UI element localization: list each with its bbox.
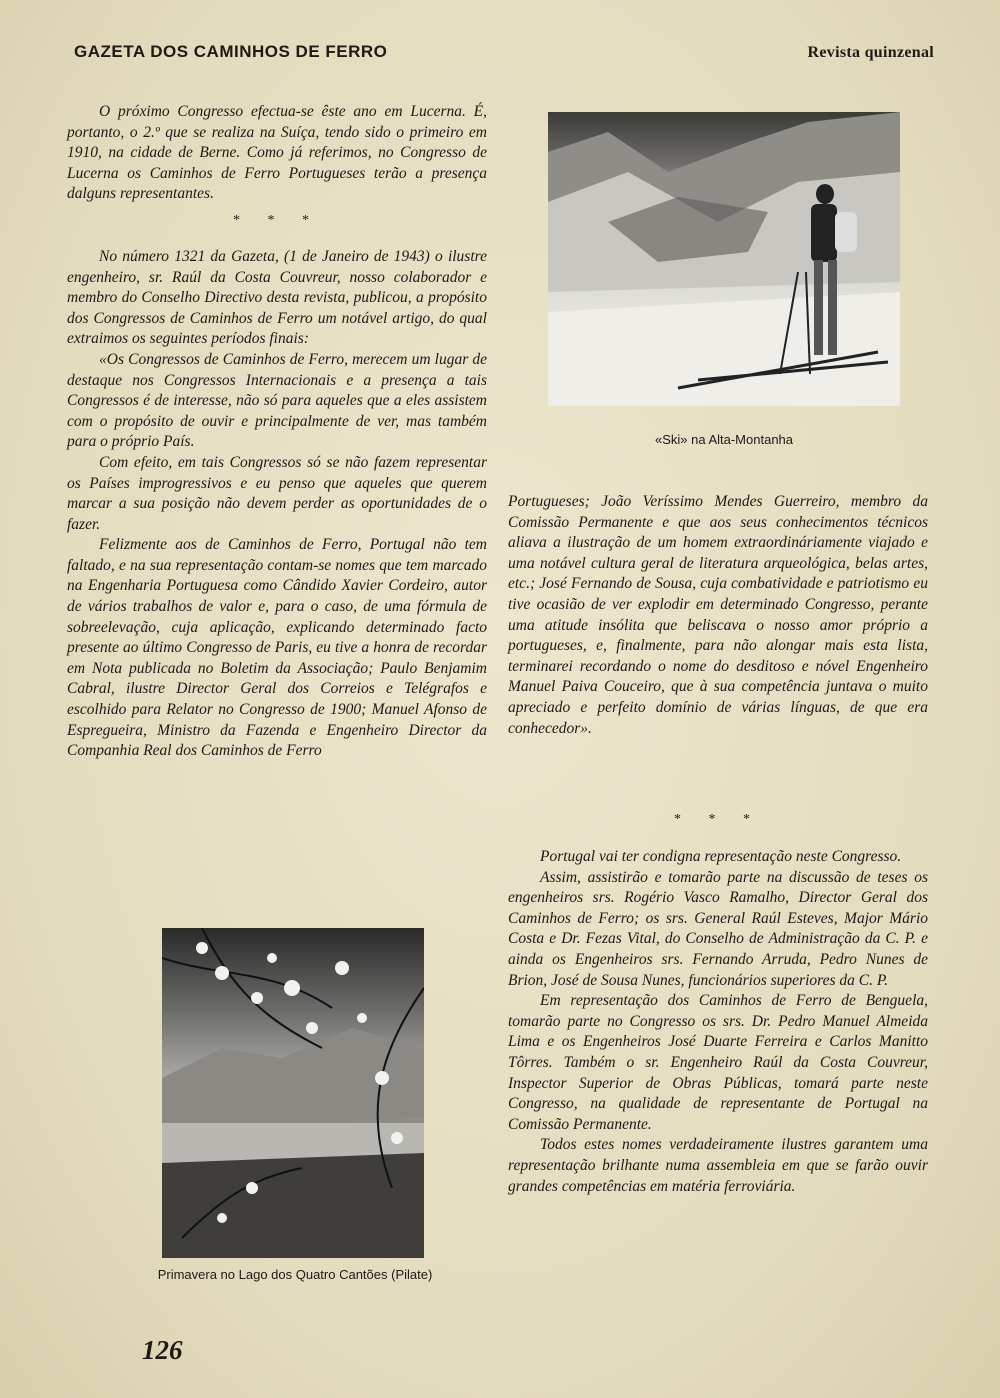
section-divider: * * * [674,812,762,827]
paragraph: «Os Congressos de Caminhos de Ferro, merecem um lugar de destaque nos Congressos Internacionais e a presença a tais Congressos é de interesse, não só para aqueles que a eles assistem com o propósito de ouvir e principalmente de ver, mas também para o próprio País. [67,350,487,451]
lake-photo-illustration [162,928,424,1258]
lake-photo-caption: Primavera no Lago dos Quatro Cantões (Pilate) [157,1267,433,1282]
paragraph: O próximo Congresso efectua-se êste ano em Lucerna. É, portanto, o 2.º que se realiza na Suíça, tendo sido o primeiro em 1910, na cidade de Berne. Como já referimos, no Congresso de Lucerna os Caminhos de Ferro Portugueses terão a presença dalguns representantes. [67,103,487,203]
section-divider: * * * [233,212,321,228]
right-column-bottom [508,847,928,1197]
paragraph: No número 1321 da Gazeta, (1 de Janeiro de 1943) o ilustre engenheiro, sr. Raúl da Costa Couvreur, nosso colaborador e membro do Conselho Directivo desta revista, publicou, a propósito dos Congressos de Caminhos de Ferro um notável artigo, do qual extraimos os seguintes períodos finais: [67,247,487,348]
paragraph: Com efeito, em tais Congressos só se não fazem representar os Países improgressivos e eu penso que aqueles que querem marcar a sua posição não devem perder as oportunidades de o fazer. [67,453,487,533]
ski-photo [548,112,900,406]
magazine-title: GAZETA DOS CAMINHOS DE FERRO [74,42,388,61]
paragraph: Todos estes nomes verdadeiramente ilustres garantem uma representação brilhante numa assembleia em que se farão ouvir grandes competências em matéria ferroviária. [508,1136,928,1195]
paragraph: Portugueses; João Veríssimo Mendes Guerreiro, membro da Comissão Permanente e que aos seus conhecimentos técnicos aliava a ilustração de um homem extraordináriamente viajado e uma notável cultura geral de literatura arqueológica, belas artes, etc.; José Fernando de Sousa, cuja combatividade e patriotismo eu tive ocasião de ver explodir em determinado Congresso, perante uma atitude insólita que beliscava o nosso amor próprio a portugueses, e, finalmente, para não alongar mais esta lista, terminarei recordando o nome do desditoso e nóvel Engenheiro Manuel Paiva Couceiro, que à sua competência juntava o muito apreciado e perfeito domínio de várias línguas, de que era conhecedor». [508,493,928,737]
ski-photo-caption: «Ski» na Alta-Montanha [654,432,794,447]
lake-photo [162,928,424,1258]
left-column [67,102,487,762]
right-column-top [508,492,928,739]
paragraph: Assim, assistirão e tomarão parte na discussão de teses os engenheiros srs. Rogério Vasco Ramalho, Director Geral dos Caminhos de Ferro; os srs. General Raúl Esteves, Major Mário Costa e Dr. Fezas Vital, do Conselho de Administração da C. P. e ainda os Engenheiros srs. Fernando Arruda, Pedro Nunes de Brion, José de Sousa Nunes, funcionários superiores da C. P. [508,868,928,989]
paragraph: Portugal vai ter condigna representação neste Congresso. [540,848,902,865]
paragraph: Em representação dos Caminhos de Ferro de Benguela, tomarão parte no Congresso os srs. Dr. Pedro Manuel Almeida Lima e os Engenheiros José Duarte Ferreira e Carlos Manitto Tôrres. Também o sr. Engenheiro Raúl da Costa Couvreur, Inspector Superior de Obras Públicas, tomará parte neste Congresso, na qualidade de representante de Portugal na Comissão Permanente. [508,992,928,1133]
magazine-subtitle: Revista quinzenal [807,44,934,61]
page-number: 126 [142,1335,183,1365]
paragraph: Felizmente aos de Caminhos de Ferro, Portugal não tem faltado, e na sua representação contam-se nomes que tem marcado na Engenharia Portuguesa como Cândido Xavier Cordeiro, autor de vários trabalhos de valor e, para o caso, de uma fórmula de sobreelevação, cuja aplicação, explicando determinado facto presente ao último Congresso de Paris, eu tive a honra de recordar em Nota publicada no Boletim da Associação; Paulo Benjamim Cabral, ilustre Director Geral dos Correios e Telégrafos e escolhido para Relator no Congresso de 1900; Manuel Afonso de Espregueira, Ministro da Fazenda e Engenheiro Director da Companhia Real dos Caminhos de Ferro [67,536,487,760]
ski-photo-illustration [548,112,900,406]
